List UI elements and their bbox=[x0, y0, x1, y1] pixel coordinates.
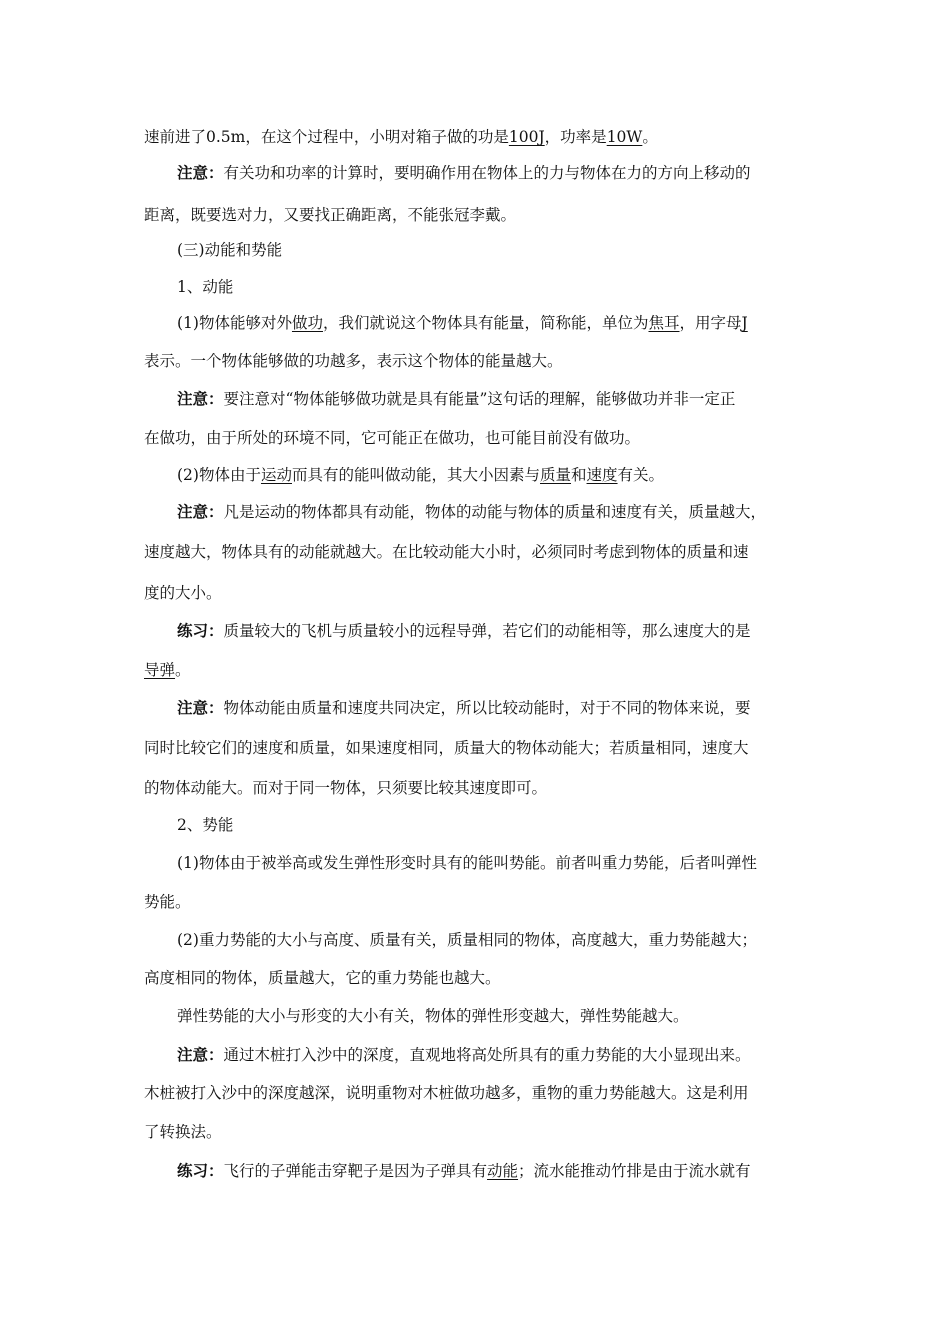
paragraph-line: 势能。 bbox=[144, 893, 191, 911]
note-paragraph: 注意：物体动能由质量和速度共同决定，所以比较动能时，对于不同的物体来说，要 bbox=[177, 698, 751, 717]
answer-blank: 速度 bbox=[586, 466, 618, 484]
paragraph-line: 度的大小。 bbox=[144, 584, 222, 602]
answer-blank: 100J bbox=[508, 128, 545, 146]
answer-blank: 运动 bbox=[260, 466, 292, 484]
paragraph-line: (1)物体由于被举高或发生弹性形变时具有的能叫势能。前者叫重力势能，后者叫弹性 bbox=[177, 854, 757, 872]
exercise-label: 练习： bbox=[177, 1161, 224, 1180]
note-label: 注意： bbox=[177, 502, 224, 521]
paragraph-line: 导弹。 bbox=[144, 661, 191, 679]
note-label: 注意： bbox=[177, 163, 224, 182]
sub-heading: 1、动能 bbox=[177, 278, 234, 296]
paragraph-line: (2)物体由于运动而具有的能叫做动能，其大小因素与质量和速度有关。 bbox=[177, 466, 665, 484]
note-label: 注意： bbox=[177, 1045, 224, 1064]
exercise-label: 练习： bbox=[177, 621, 224, 640]
section-heading: (三)动能和势能 bbox=[177, 241, 283, 259]
exercise-paragraph: 练习：飞行的子弹能击穿靶子是因为子弹具有动能；流水能推动竹排是由于流水就有 bbox=[177, 1161, 751, 1180]
answer-blank: 焦耳 bbox=[648, 314, 680, 332]
paragraph-line: 木桩被打入沙中的深度越深，说明重物对木桩做功越多，重物的重力势能越大。这是利用 bbox=[144, 1084, 749, 1102]
answer-blank: 10W bbox=[606, 128, 643, 146]
paragraph-line: 速前进了0.5m，在这个过程中，小明对箱子做的功是100J，功率是10W。 bbox=[144, 128, 658, 146]
note-paragraph: 注意：要注意对“物体能够做功就是具有能量”这句话的理解，能够做功并非一定正 bbox=[177, 389, 736, 408]
answer-blank: 质量 bbox=[540, 466, 572, 484]
answer-blank: 做功 bbox=[291, 314, 323, 332]
sub-heading: 2、势能 bbox=[177, 816, 234, 834]
paragraph-line: (2)重力势能的大小与高度、质量有关，质量相同的物体，高度越大，重力势能越大； bbox=[177, 931, 757, 949]
note-label: 注意： bbox=[177, 698, 224, 717]
paragraph-line: 弹性势能的大小与形变的大小有关，物体的弹性形变越大，弹性势能越大。 bbox=[177, 1007, 689, 1025]
note-label: 注意： bbox=[177, 389, 224, 408]
paragraph-line: 高度相同的物体，质量越大，它的重力势能也越大。 bbox=[144, 969, 501, 987]
note-paragraph: 注意：有关功和功率的计算时，要明确作用在物体上的力与物体在力的方向上移动的 bbox=[177, 163, 751, 182]
answer-blank: 导弹 bbox=[144, 661, 176, 679]
paragraph-line: 距离，既要选对力，又要找正确距离，不能张冠李戴。 bbox=[144, 206, 517, 224]
note-paragraph: 注意：凡是运动的物体都具有动能，物体的动能与物体的质量和速度有关，质量越大， bbox=[177, 502, 767, 521]
paragraph-line: 同时比较它们的速度和质量，如果速度相同，质量大的物体动能大；若质量相同，速度大 bbox=[144, 739, 749, 757]
paragraph-line: (1)物体能够对外做功，我们就说这个物体具有能量，简称能，单位为焦耳，用字母J bbox=[177, 314, 748, 332]
answer-blank: J bbox=[741, 314, 748, 332]
exercise-paragraph: 练习：质量较大的飞机与质量较小的远程导弹，若它们的动能相等，那么速度大的是 bbox=[177, 621, 751, 640]
paragraph-line: 在做功，由于所处的环境不同，它可能正在做功，也可能目前没有做功。 bbox=[144, 429, 641, 447]
paragraph-line: 速度越大，物体具有的动能就越大。在比较动能大小时，必须同时考虑到物体的质量和速 bbox=[144, 543, 749, 561]
paragraph-line: 表示。一个物体能够做的功越多，表示这个物体的能量越大。 bbox=[144, 352, 563, 370]
answer-blank: 动能 bbox=[487, 1162, 519, 1180]
paragraph-line: 了转换法。 bbox=[144, 1123, 222, 1141]
paragraph-line: 的物体动能大。而对于同一物体，只须要比较其速度即可。 bbox=[144, 779, 548, 797]
note-paragraph: 注意：通过木桩打入沙中的深度，直观地将高处所具有的重力势能的大小显现出来。 bbox=[177, 1045, 751, 1064]
